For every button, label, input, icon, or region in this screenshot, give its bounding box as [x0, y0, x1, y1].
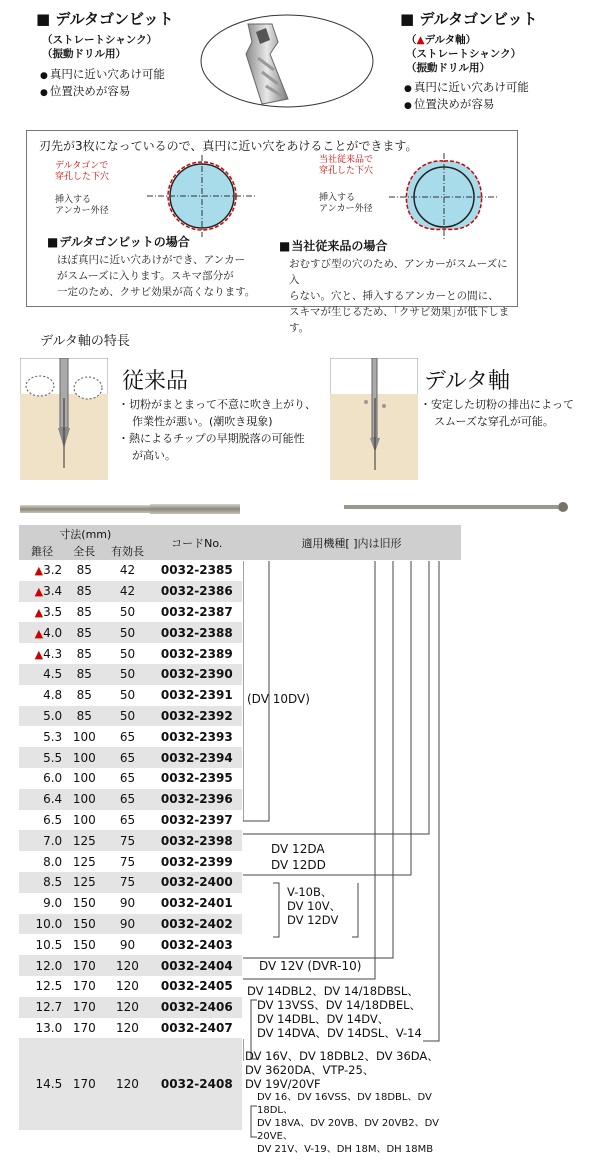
- right-case-text1: おむすび型の穴のため、アンカーがスムーズに入: [289, 258, 508, 286]
- model-v10b: V-10B、: [287, 885, 333, 899]
- diameter-cell: [19, 1018, 65, 1039]
- length-cell: 170: [65, 955, 103, 976]
- delta-title: デルタ軸: [424, 369, 511, 394]
- length-cell: 170: [65, 976, 103, 997]
- info-box: [26, 130, 518, 334]
- diameter-value: 3.2: [43, 563, 63, 578]
- model-dv16-group: [245, 1049, 461, 1156]
- header-right-sub2: （振動ドリル用）: [406, 62, 490, 74]
- models-column: [243, 561, 461, 1155]
- effective-length-cell: 50: [103, 622, 151, 643]
- left-red-label-2: 穿孔した下穴: [55, 172, 110, 182]
- conventional-bullets: ・切粉がまとまって不意に吹き上がり、 作業性が悪い。(潮吹き現象) ・熱によるチップの早期脱落の可能性 が高い。: [118, 398, 316, 462]
- conventional-title: 従来品: [122, 369, 189, 394]
- length-cell: 150: [65, 914, 103, 935]
- code-header: コードNo.: [152, 525, 242, 560]
- header-right-bullet1: ● 真円に近い穴あけ可能: [404, 80, 537, 97]
- code-cell: 0032-2388: [152, 622, 242, 643]
- effective-length-cell: 75: [103, 872, 151, 893]
- effective-length-cell: 65: [103, 768, 151, 789]
- diameter-cell: [19, 934, 65, 955]
- header-left: [36, 8, 173, 101]
- diameter-cell: [19, 643, 65, 664]
- length-cell: 100: [65, 789, 103, 810]
- right-black-label-2: アンカー外径: [319, 204, 373, 214]
- effective-length-cell: 65: [103, 726, 151, 747]
- header-right-title: ■ デルタゴンビット: [400, 10, 538, 28]
- models-header: 適用機種[ ]内は旧形: [242, 525, 461, 560]
- diameter-value: 7.0: [43, 833, 63, 848]
- delta-bullet1-cont: スムーズな穿孔が可能。: [434, 415, 554, 428]
- length-cell: 170: [65, 997, 103, 1018]
- length-cell: 150: [65, 934, 103, 955]
- header-left-bullet2: ● 位置決めが容易: [40, 84, 173, 101]
- code-cell: 0032-2406: [152, 997, 242, 1018]
- right-case: [279, 237, 517, 336]
- diameter-value: 4.8: [43, 688, 63, 703]
- code-cell: 0032-2390: [152, 664, 242, 685]
- code-cell: 0032-2402: [152, 914, 242, 935]
- delta-mark: ▲: [34, 647, 44, 661]
- left-red-label-1: デルタゴンで: [55, 161, 109, 171]
- code-cell: 0032-2385: [152, 560, 242, 581]
- right-case-title: ■ 当社従来品の場合: [279, 237, 517, 254]
- diameter-cell: [19, 622, 65, 643]
- effective-length-cell: 50: [103, 685, 151, 706]
- diameter-value: 6.4: [43, 792, 63, 807]
- diameter-value: 12.0: [35, 958, 63, 973]
- diameter-cell: [19, 830, 65, 851]
- header-left-bullet1: ● 真円に近い穴あけ可能: [40, 67, 173, 84]
- right-black-label-1: 挿入する: [319, 193, 356, 203]
- features-heading: デルタ軸の特長: [40, 334, 130, 349]
- effective-length-header: 有効長: [103, 542, 151, 560]
- code-cell: 0032-2405: [152, 976, 242, 997]
- length-cell: 100: [65, 726, 103, 747]
- diameter-value: 5.3: [43, 729, 63, 744]
- model-f6: DV 21V、V-19、DH 18M、DH 18MB: [257, 1144, 434, 1155]
- diameter-cell: [19, 664, 65, 685]
- effective-length-cell: 120: [103, 1018, 151, 1039]
- effective-length-cell: 120: [103, 997, 151, 1018]
- diameter-value: 4.3: [43, 646, 63, 661]
- length-cell: 150: [65, 893, 103, 914]
- code-cell: 0032-2394: [152, 747, 242, 768]
- effective-length-cell: 50: [103, 602, 151, 623]
- length-cell: 85: [65, 581, 103, 602]
- conventional-bullet1: 切粉がまとまって不意に吹き上がり、: [129, 398, 316, 411]
- model-line4: DV 14DVA、DV 14DSL、V-14: [257, 1026, 422, 1040]
- length-cell: 125: [65, 872, 103, 893]
- header-right-sub1: （ストレートシャンク）: [406, 48, 522, 60]
- model-line3: DV 14DBL、DV 14DV、: [257, 1012, 390, 1026]
- effective-length-cell: 120: [103, 955, 151, 976]
- length-cell: 85: [65, 664, 103, 685]
- model-dv12dd: DV 12DD: [271, 858, 326, 872]
- diameter-value: 5.5: [43, 750, 63, 765]
- left-case-title: ■ デルタゴンビットの場合: [47, 233, 255, 250]
- model-dv14-group: [247, 984, 422, 1040]
- diameter-cell: [19, 726, 65, 747]
- delta-mark: ▲: [34, 585, 44, 599]
- length-cell: 100: [65, 747, 103, 768]
- diameter-cell: [19, 955, 65, 976]
- model-line2: DV 13VSS、DV 14/18DBEL、: [257, 998, 422, 1012]
- code-cell: 0032-2386: [152, 581, 242, 602]
- diameter-cell: [19, 893, 65, 914]
- model-f5: DV 18VA、DV 20VB、DV 20VB2、DV 20VE、: [257, 1118, 439, 1142]
- code-cell: 0032-2391: [152, 685, 242, 706]
- header-left-title: ■ デルタゴンビット: [36, 10, 174, 28]
- effective-length-cell: 50: [103, 706, 151, 727]
- diameter-cell: [19, 914, 65, 935]
- right-red-label-1: 当社従来品で: [319, 155, 374, 165]
- size-header: 寸法(mm): [19, 525, 152, 542]
- length-header: 全長: [65, 542, 103, 560]
- diameter-value: 3.5: [43, 604, 63, 619]
- code-cell: 0032-2389: [152, 643, 242, 664]
- code-cell: 0032-2396: [152, 789, 242, 810]
- delta-hole-diagram: [147, 155, 257, 237]
- left-black-label-2: アンカー外径: [55, 206, 109, 216]
- effective-length-cell: 42: [103, 560, 151, 581]
- diameter-value: 3.4: [43, 584, 63, 599]
- model-f3: DV 19V/20VF: [245, 1077, 321, 1091]
- effective-length-cell: 50: [103, 664, 151, 685]
- header-right-sub0: [406, 33, 537, 47]
- diameter-cell: [19, 768, 65, 789]
- diameter-value: 4.5: [43, 667, 63, 682]
- header-right-bullet2: ● 位置決めが容易: [404, 97, 537, 114]
- diameter-value: 6.5: [43, 812, 63, 827]
- effective-length-cell: 90: [103, 934, 151, 955]
- diameter-cell: [19, 685, 65, 706]
- drill-tip-photo: [200, 14, 375, 109]
- length-cell: 85: [65, 706, 103, 727]
- length-cell: 100: [65, 810, 103, 831]
- left-case-text3: 一定のため、クサビ効果が高くなります。: [57, 286, 256, 298]
- header-right: [400, 8, 537, 114]
- diameter-value: 6.0: [43, 771, 63, 786]
- effective-length-cell: 120: [103, 976, 151, 997]
- effective-length-cell: 50: [103, 643, 151, 664]
- diameter-cell: [19, 747, 65, 768]
- model-v-series: [287, 885, 341, 927]
- diameter-value: 9.0: [43, 896, 63, 911]
- diameter-value: 10.0: [35, 916, 63, 931]
- code-cell: 0032-2398: [152, 830, 242, 851]
- conventional-bullet2: 熱によるチップの早期脱落の可能性: [129, 432, 305, 445]
- effective-length-cell: 75: [103, 830, 151, 851]
- info-headline: 刃先が3枚になっているので、真円に近い穴をあけることができます。: [39, 139, 418, 153]
- conventional-hole-diagram: [389, 153, 499, 239]
- length-cell: 125: [65, 851, 103, 872]
- length-cell: 85: [65, 643, 103, 664]
- diameter-header: 錐径: [19, 542, 65, 560]
- diameter-value: 12.7: [35, 1000, 63, 1015]
- diameter-cell: [19, 602, 65, 623]
- header-right-paren: （: [406, 34, 417, 46]
- effective-length-cell: 120: [103, 1038, 151, 1130]
- length-cell: 85: [65, 602, 103, 623]
- diameter-value: 13.0: [35, 1020, 63, 1035]
- model-dv10v: DV 10V、: [287, 899, 342, 913]
- diameter-value: 8.5: [43, 875, 63, 890]
- effective-length-cell: 90: [103, 893, 151, 914]
- model-f4: DV 16、DV 16VSS、DV 18DBL、DV 18DL、: [257, 1092, 432, 1116]
- delta-mark: ▲: [416, 34, 425, 46]
- length-cell: 85: [65, 560, 103, 581]
- delta-bullet1: 安定した切粉の排出によって: [431, 398, 574, 411]
- effective-length-cell: 75: [103, 851, 151, 872]
- model-dv12v: DV 12V (DVR-10): [259, 959, 362, 973]
- code-cell: 0032-2387: [152, 602, 242, 623]
- left-black-label-1: 挿入する: [55, 195, 92, 205]
- code-cell: 0032-2407: [152, 1018, 242, 1039]
- model-dv10dv: (DV 10DV): [247, 692, 310, 706]
- length-cell: 170: [65, 1018, 103, 1039]
- left-case-text1: ほぼ真円に近い穴あけができ、アンカー: [57, 254, 246, 266]
- diameter-cell: [19, 872, 65, 893]
- conventional-bullet1-cont: 作業性が悪い。(潮吹き現象): [132, 415, 273, 428]
- model-f1: DV 16V、DV 18DBL2、DV 36DA、: [245, 1049, 439, 1063]
- right-case-text3: スキマが生じるため、｢クサビ効果｣が低下します。: [289, 306, 510, 334]
- diameter-value: 10.5: [35, 937, 63, 952]
- diameter-value: 12.5: [35, 979, 63, 994]
- right-red-label: [319, 155, 373, 177]
- length-cell: 100: [65, 768, 103, 789]
- conventional-shaft-illustration: [20, 358, 108, 480]
- right-case-text2: らない。穴と、挿入するアンカーとの間に、: [289, 290, 499, 302]
- effective-length-cell: 65: [103, 747, 151, 768]
- diameter-cell: [19, 976, 65, 997]
- diameter-cell: [19, 851, 65, 872]
- diameter-cell: [19, 997, 65, 1018]
- left-case: [47, 233, 255, 300]
- conventional-bullet2-cont: が高い。: [132, 449, 176, 462]
- diameter-cell: [19, 789, 65, 810]
- code-cell: 0032-2408: [152, 1038, 242, 1130]
- length-cell: 170: [65, 1038, 103, 1130]
- length-cell: 125: [65, 830, 103, 851]
- code-cell: 0032-2395: [152, 768, 242, 789]
- delta-mark: ▲: [34, 626, 44, 640]
- diameter-value: 4.0: [43, 625, 63, 640]
- delta-bit-photo: [344, 500, 570, 514]
- model-dv12dv: DV 12DV: [287, 913, 339, 927]
- delta-bullets: ・安定した切粉の排出によって スムーズな穿孔が可能。: [420, 398, 574, 428]
- code-cell: 0032-2404: [152, 955, 242, 976]
- code-cell: 0032-2401: [152, 893, 242, 914]
- length-cell: 85: [65, 685, 103, 706]
- delta-mark: ▲: [34, 564, 44, 578]
- effective-length-cell: 65: [103, 810, 151, 831]
- header-left-sub2: （振動ドリル用）: [42, 48, 126, 60]
- code-cell: 0032-2397: [152, 810, 242, 831]
- right-red-label-2: 穿孔した下穴: [319, 166, 374, 176]
- header-right-sub0-text: デルタ軸）: [424, 34, 477, 46]
- code-cell: 0032-2403: [152, 934, 242, 955]
- diameter-cell: [19, 560, 65, 581]
- conventional-bit-photo: [20, 500, 240, 518]
- header-left-sub1: （ストレートシャンク）: [42, 34, 158, 46]
- code-cell: 0032-2393: [152, 726, 242, 747]
- diameter-value: 8.0: [43, 854, 63, 869]
- model-dv12da: DV 12DA: [271, 842, 325, 856]
- diameter-value: 5.0: [43, 708, 63, 723]
- diameter-cell: [19, 810, 65, 831]
- right-black-label: [319, 193, 373, 215]
- code-cell: 0032-2399: [152, 851, 242, 872]
- length-cell: 85: [65, 622, 103, 643]
- code-cell: 0032-2392: [152, 706, 242, 727]
- diameter-cell: [19, 581, 65, 602]
- effective-length-cell: 90: [103, 914, 151, 935]
- left-black-label: [55, 195, 109, 217]
- model-line1: DV 14DBL2、DV 14/18DBSL、: [247, 984, 419, 998]
- effective-length-cell: 65: [103, 789, 151, 810]
- model-f2: DV 3620DA、VTP-25、: [245, 1063, 375, 1077]
- left-case-text2: がスムーズに入ります。スキマ部分が: [57, 270, 234, 282]
- delta-mark: ▲: [34, 605, 44, 619]
- code-cell: 0032-2400: [152, 872, 242, 893]
- left-red-label: [55, 161, 109, 183]
- diameter-cell: [19, 1038, 65, 1130]
- delta-shaft-illustration: [330, 358, 418, 480]
- diameter-cell: [19, 706, 65, 727]
- diameter-value: 14.5: [35, 1077, 63, 1092]
- effective-length-cell: 42: [103, 581, 151, 602]
